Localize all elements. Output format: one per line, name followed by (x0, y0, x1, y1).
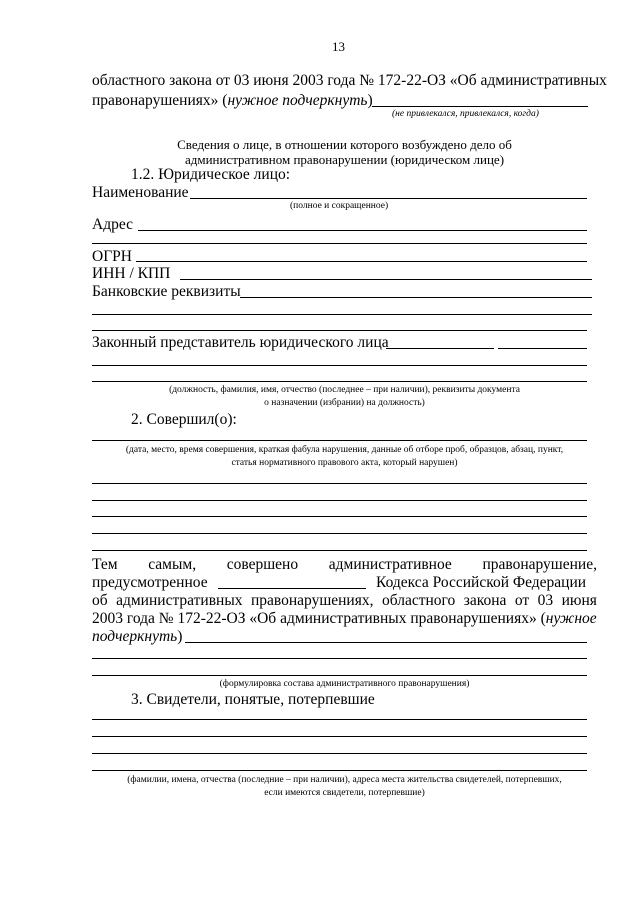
offense-formula-field-line-1[interactable] (185, 642, 587, 643)
ogrn-label: ОГРН (92, 248, 132, 265)
committed-field-line-6[interactable] (92, 550, 587, 551)
name-label: Наименование (92, 184, 189, 201)
section-heading-line-2: административном правонарушении (юридическом лице) (184, 152, 505, 167)
offense-line-4-text: 2003 года № 172-22-ОЗ «Об административных правонарушениях» ( (92, 610, 546, 627)
witnesses-field-line-2[interactable] (92, 736, 587, 737)
intro-fill-line[interactable] (372, 106, 588, 107)
offense-line-2-end: Кодекса Российской Федерации (376, 574, 587, 591)
offense-line-5-close: ) (177, 628, 183, 645)
intro-line-2-text: правонарушениях» ( (92, 92, 228, 109)
legal-representative-label: Законный представитель юридического лица (92, 334, 389, 351)
witnesses-field-line-3[interactable] (92, 753, 587, 754)
committed-hint-2: статья нормативного правового акта, который нарушен) (231, 458, 458, 468)
offense-word: административных (116, 592, 243, 609)
offense-word: 03 (537, 592, 554, 609)
offense-word: закона (463, 592, 507, 609)
legal-representative-field-line-3[interactable] (92, 381, 587, 382)
name-field-line[interactable] (190, 198, 587, 199)
bank-details-field-line-3[interactable] (92, 330, 587, 331)
offense-line-1 (92, 557, 597, 573)
offense-word: самым, (148, 556, 197, 573)
offense-word: административное (328, 556, 452, 573)
section-heading-line-1: Сведения о лице, в отношении которого возбуждено дело об (177, 137, 512, 152)
committed-field-line-1[interactable] (92, 440, 587, 441)
ogrn-field-line[interactable] (136, 261, 587, 262)
offense-line-5 (92, 629, 182, 645)
committed-hint-1: (дата, место, время совершения, краткая фабула нарушения, данные об отборе проб, образцов, абзац, пункт, (125, 445, 564, 455)
inn-kpp-field-line[interactable] (180, 279, 592, 280)
intro-line-2-close: ) (367, 92, 373, 109)
witnesses-hint-2: если имеются свидетели, потерпевшие) (264, 788, 425, 798)
offense-formula-field-line-3[interactable] (92, 675, 587, 676)
witnesses-field-line-1[interactable] (92, 719, 587, 720)
legal-representative-field-line-b[interactable] (498, 348, 587, 349)
section-1-2-title: 1.2. Юридическое лицо: (131, 166, 291, 183)
page-number: 13 (332, 39, 345, 54)
committed-field-line-4[interactable] (92, 516, 587, 517)
offense-line-4 (92, 611, 597, 627)
offense-word: правонарушениях, (250, 592, 374, 609)
legal-representative-hint-2: о назначении (избрании) на должность) (264, 398, 425, 408)
offense-hint: (формулировка состава административного правонарушения) (219, 679, 470, 689)
offense-article-field-line[interactable] (218, 588, 366, 589)
legal-representative-hint-1: (должность, фамилия, имя, отчество (последнее – при наличии), реквизиты документа (169, 385, 520, 395)
offense-word: правонарушение, (482, 556, 597, 573)
address-field-line-1[interactable] (138, 230, 587, 231)
offense-line-2-start: предусмотренное (92, 574, 208, 591)
section-3-title: 3. Свидетели, понятые, потерпевшие (131, 691, 375, 708)
offense-word: Тем (92, 556, 118, 573)
witnesses-hint-1: (фамилии, имена, отчества (последние – при наличии), адреса места жительства свидетелей, потерпевших, (127, 775, 562, 785)
bank-details-label: Банковские реквизиты (92, 283, 241, 300)
bank-details-field-line-2[interactable] (92, 314, 592, 315)
section-2-title: 2. Совершил(о): (131, 411, 237, 428)
offense-word: об (92, 592, 108, 609)
inn-kpp-label: ИНН / КПП (92, 265, 171, 282)
witnesses-field-line-4[interactable] (92, 770, 587, 771)
offense-line-5-italic: подчеркнуть (92, 628, 178, 645)
intro-line-1: областного закона от 03 июня 2003 года № 172-22-ОЗ «Об административных (92, 72, 607, 89)
offense-word: областного (381, 592, 456, 609)
bank-details-field-line-1[interactable] (240, 297, 592, 298)
committed-field-line-5[interactable] (92, 533, 587, 534)
legal-representative-field-line-2[interactable] (92, 365, 587, 366)
offense-word: от (514, 592, 530, 609)
name-hint: (полное и сокращенное) (290, 201, 389, 211)
offense-word: совершено (226, 556, 299, 573)
offense-word: июня (561, 592, 597, 609)
intro-hint: (не привлекался, привлекался, когда) (392, 109, 539, 119)
address-label: Адрес (92, 216, 133, 233)
legal-representative-field-line-a[interactable] (386, 348, 494, 349)
committed-field-line-3[interactable] (92, 500, 587, 501)
committed-field-line-2[interactable] (92, 483, 587, 484)
offense-formula-field-line-2[interactable] (92, 658, 587, 659)
offense-line-3 (92, 593, 597, 609)
intro-line-2-italic: нужное подчеркнуть (227, 92, 368, 109)
offense-line-4-italic: нужное (545, 610, 597, 627)
address-field-line-2[interactable] (92, 243, 587, 244)
intro-line-2 (92, 93, 373, 109)
